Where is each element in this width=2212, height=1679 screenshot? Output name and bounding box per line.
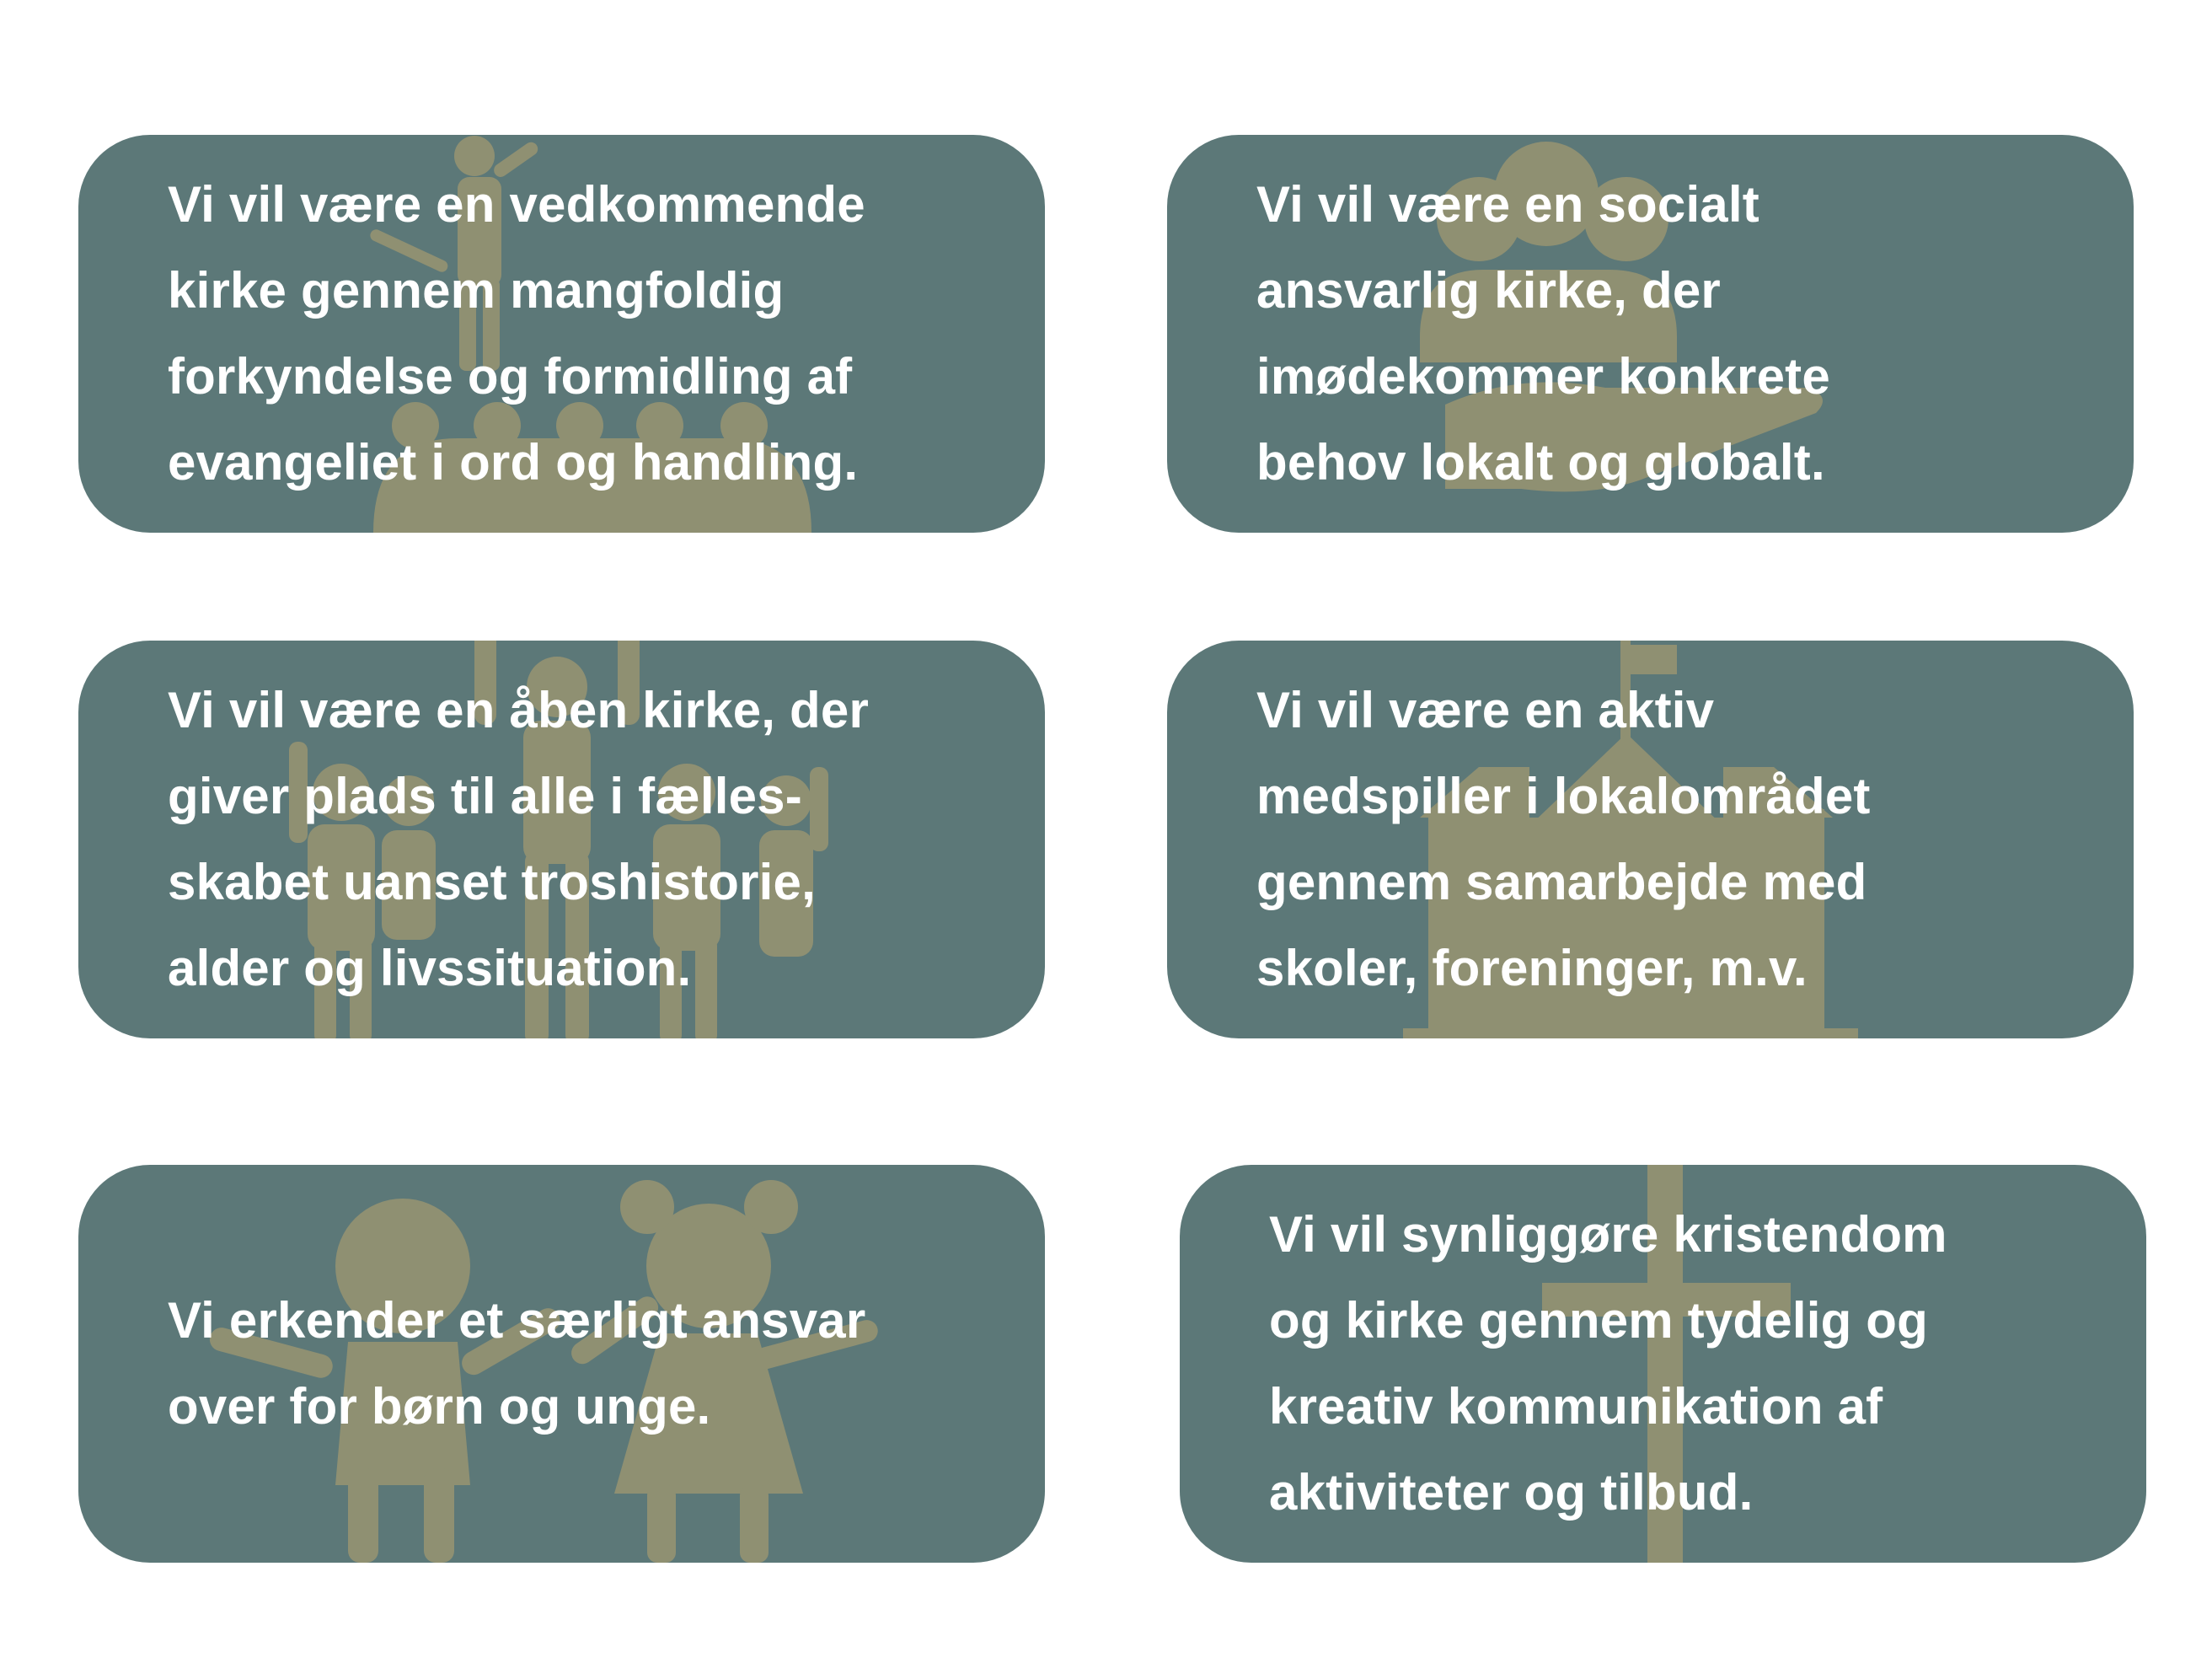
card-text-line: alder og livssituation. (168, 940, 692, 996)
card-text-line: Vi erkender et særligt ansvar (168, 1292, 866, 1349)
card-text-line: skoler, foreninger, m.v. (1256, 940, 1808, 996)
card-text-line: behov lokalt og globalt. (1256, 434, 1825, 491)
card-text-line: gennem samarbejde med (1256, 854, 1867, 910)
value-card-open-church (78, 641, 1045, 1038)
card-text-line: Vi vil være en socialt (1256, 176, 1759, 233)
card-text-line: aktiviteter og tilbud. (1269, 1464, 1754, 1521)
card-text-line: evangeliet i ord og handling. (168, 434, 859, 491)
value-card-preaching (78, 135, 1045, 533)
card-text-line: Vi vil synliggøre kristendom (1269, 1206, 1947, 1263)
card-text-line: Vi vil være en vedkommende (168, 176, 865, 233)
value-card-children (78, 1165, 1045, 1563)
value-card-social (1167, 135, 2134, 533)
card-text-line: kreativ kommunikation af (1269, 1378, 1883, 1435)
card-text-line: kirke gennem mangfoldig (168, 262, 785, 319)
card-text-line: Vi vil være en åben kirke, der (168, 682, 869, 738)
card-text-line: over for børn og unge. (168, 1378, 711, 1435)
value-card-communication (1180, 1165, 2146, 1563)
card-text-line: skabet uanset troshistorie, (168, 854, 816, 910)
card-text-line: medspiller i lokalområdet (1256, 768, 1871, 824)
card-text-line: forkyndelse og formidling af (168, 348, 853, 405)
card-text-line: Vi vil være en aktiv (1256, 682, 1715, 738)
card-text-line: giver plads til alle i fælles- (168, 768, 802, 824)
card-text-line: imødekommer konkrete (1256, 348, 1830, 405)
card-text-line: og kirke gennem tydelig og (1269, 1292, 1929, 1349)
card-text-line: ansvarlig kirke, der (1256, 262, 1721, 319)
value-card-local-cooperation (1167, 641, 2134, 1038)
